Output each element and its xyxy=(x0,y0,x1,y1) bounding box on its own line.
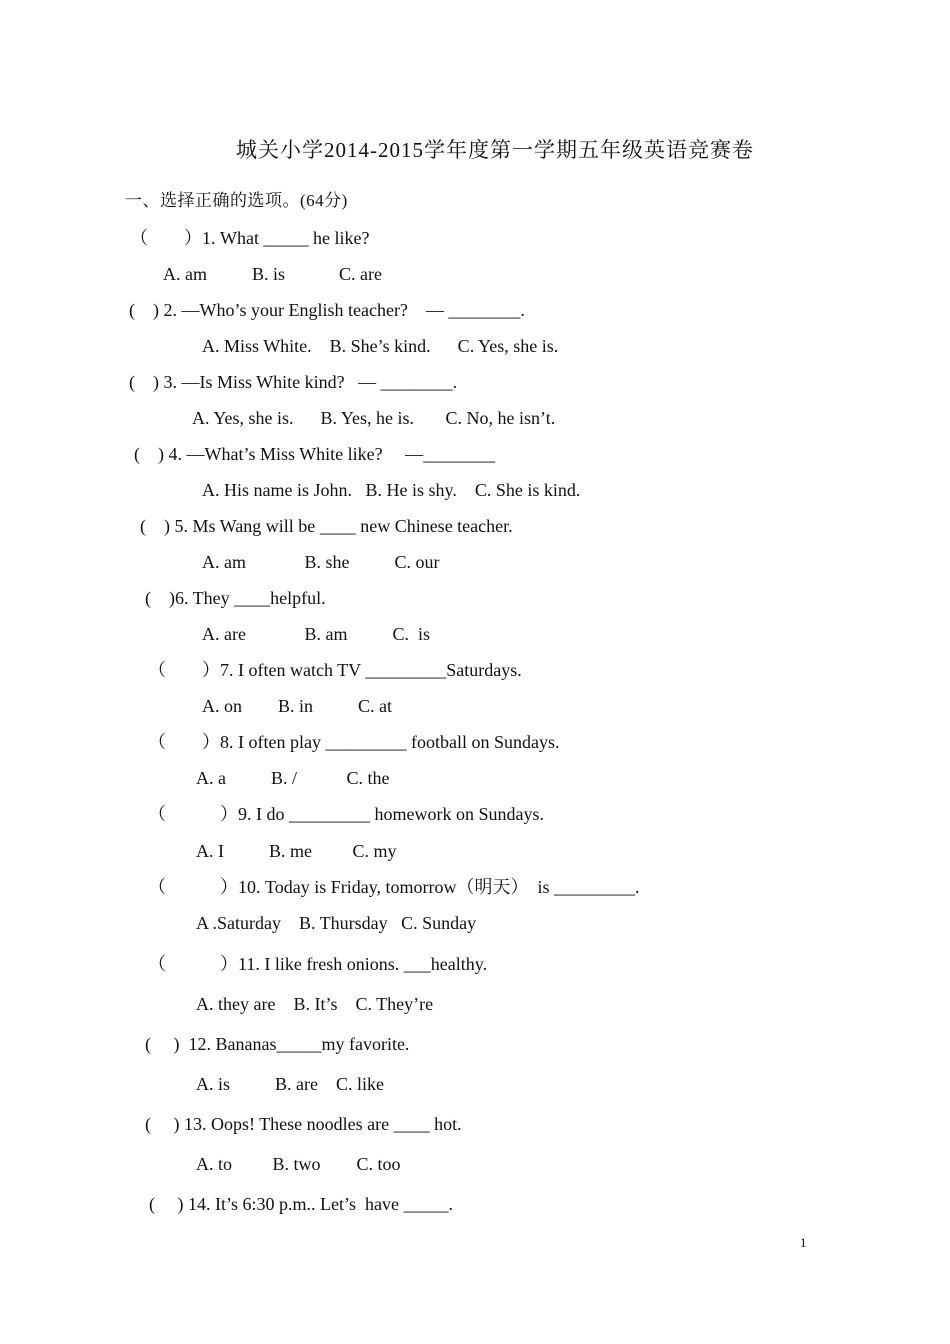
question-8-stem: （ ）8. I often play _________ football on Sundays. xyxy=(148,732,560,752)
question-6-stem: ( )6. They ____helpful. xyxy=(145,588,326,608)
question-12-options: A. is B. are C. like xyxy=(196,1074,384,1094)
question-1-stem: （ ）1. What _____ he like? xyxy=(130,228,370,248)
question-13-stem: ( ) 13. Oops! These noodles are ____ hot. xyxy=(145,1114,462,1134)
question-5-options: A. am B. she C. our xyxy=(202,552,440,572)
section-heading: 一、选择正确的选项。(64分) xyxy=(125,191,348,210)
question-11-options: A. they are B. It’s C. They’re xyxy=(196,994,434,1014)
question-1-options: A. am B. is C. are xyxy=(163,264,382,284)
question-12-stem: ( ) 12. Bananas_____my favorite. xyxy=(145,1034,410,1054)
question-9-options: A. I B. me C. my xyxy=(196,841,397,861)
question-10-stem: （ ）10. Today is Friday, tomorrow（明天） is _________. xyxy=(148,877,640,897)
question-14-stem: ( ) 14. It’s 6:30 p.m.. Let’s have _____. xyxy=(149,1194,453,1214)
question-10-options: A .Saturday B. Thursday C. Sunday xyxy=(196,913,477,933)
question-2-stem: ( ) 2. —Who’s your English teacher? — ________. xyxy=(129,300,525,320)
question-5-stem: ( ) 5. Ms Wang will be ____ new Chinese teacher. xyxy=(140,516,513,536)
question-13-options: A. to B. two C. too xyxy=(196,1154,401,1174)
question-7-stem: （ ）7. I often watch TV _________Saturdays. xyxy=(148,660,522,680)
question-7-options: A. on B. in C. at xyxy=(202,696,393,716)
question-4-stem: ( ) 4. —What’s Miss White like? —________ xyxy=(134,444,496,464)
question-9-stem: （ ）9. I do _________ homework on Sundays. xyxy=(148,804,544,824)
question-8-options: A. a B. / C. the xyxy=(196,768,390,788)
question-2-options: A. Miss White. B. She’s kind. C. Yes, she is. xyxy=(202,336,559,356)
page-number: 1 xyxy=(800,1235,807,1250)
question-3-options: A. Yes, she is. B. Yes, he is. C. No, he isn’t. xyxy=(192,408,556,428)
question-6-options: A. are B. am C. is xyxy=(202,624,430,644)
question-4-options: A. His name is John. B. He is shy. C. She is kind. xyxy=(202,480,581,500)
question-11-stem: （ ）11. I like fresh onions. ___healthy. xyxy=(148,954,488,974)
question-3-stem: ( ) 3. —Is Miss White kind? — ________. xyxy=(129,372,458,392)
page-title: 城关小学2014-2015学年度第一学期五年级英语竞赛卷 xyxy=(236,138,754,162)
